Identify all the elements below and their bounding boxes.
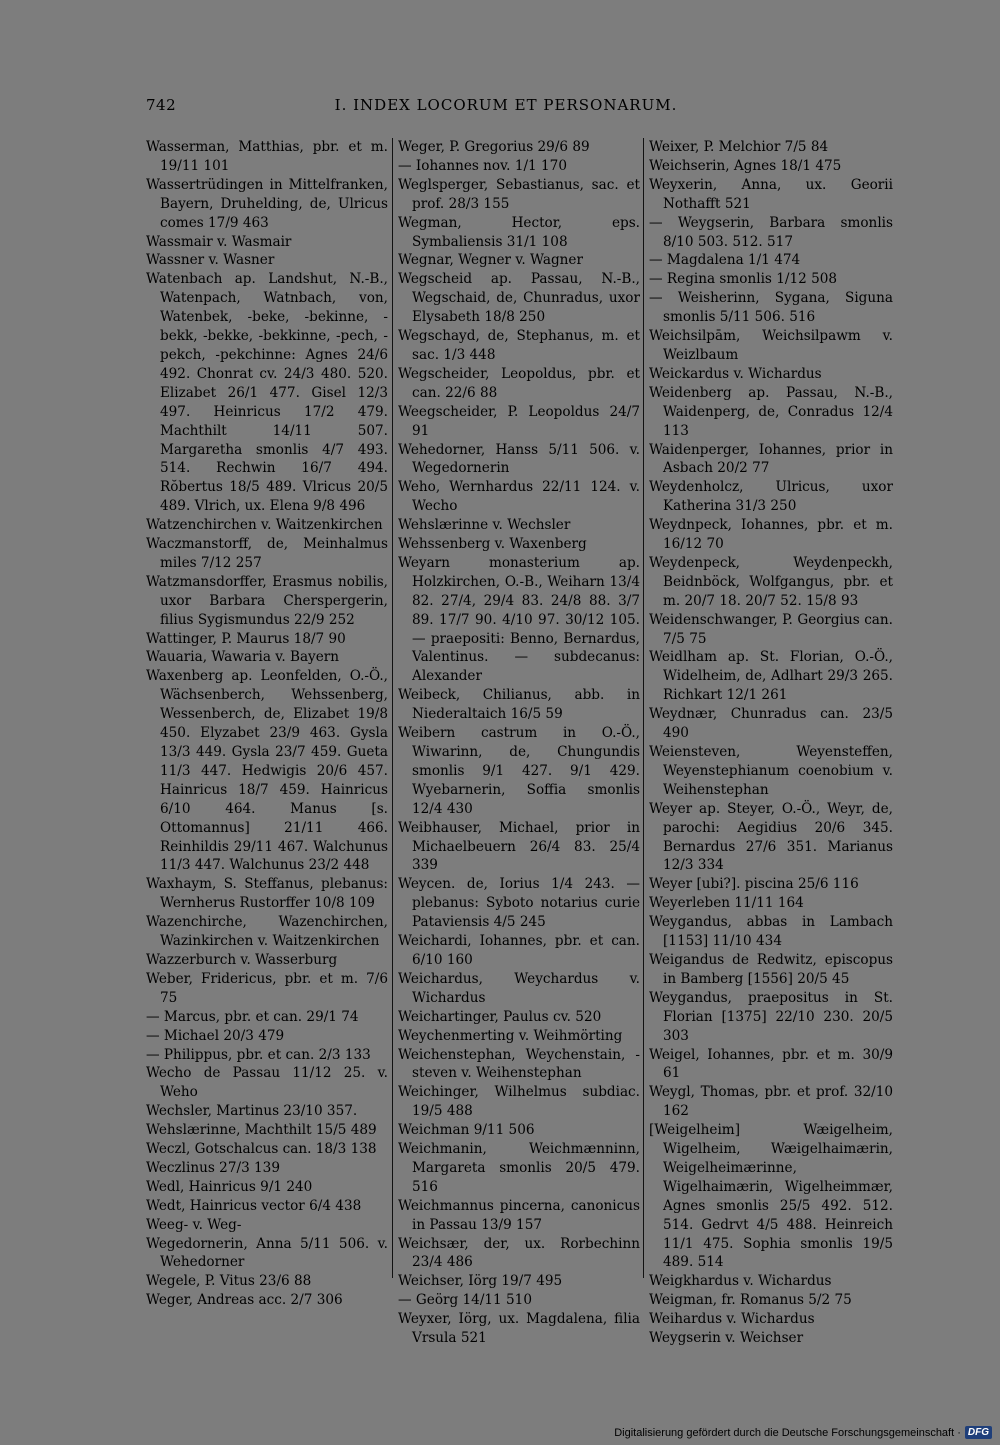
index-entry: — Weygserin, Barbara smonlis 8/10 503. 512. 517 (649, 214, 893, 250)
index-entry: Wegscheid ap. Passau, N.-B., Wegschaid, de, Chunradus, uxor Elysabeth 18/8 250 (398, 271, 640, 326)
index-entry: Weibeck, Chilianus, abb. in Niederaltaich 16/5 59 (398, 687, 640, 723)
index-entry: Waxhaym, S. Steffanus, plebanus: Wernherus Rustorffer 10/8 109 (146, 876, 388, 912)
index-entry: Weidenschwanger, P. Georgius can. 7/5 75 (649, 611, 893, 647)
index-entry: Weiensteven, Weyensteffen, Weyenstephianum coenobium v. Weihenstephan (649, 744, 893, 798)
index-entry: — Marcus, pbr. et can. 29/1 74 (146, 1008, 359, 1025)
index-entry: Weichardi, Iohannes, pbr. et can. 6/10 160 (398, 933, 640, 968)
index-entry: Wassner v. Wasner (146, 252, 275, 269)
index-entry: Weyxerin, Anna, ux. Georii Nothafft 521 (649, 176, 893, 212)
index-column-middle (398, 138, 640, 1348)
index-entry: Watenbach ap. Landshut, N.-B., Watenpach, Watnbach, von, Watenbek, -beke, -bekinne, -bekk, -bekke, -bekkinne, -pech, -pekch, -pekchinne: Agnes 24/6 492. Chonrat cv. 24/3 480. 520. Elizabet 26/1 477. Gisel 12/3 497. Heinricus 17/2 479. Machthilt 14/11 507. Margaretha smonlis 4/7 493. 514. Rechwin 16/7 494. Rŏbertus 18/5 489. Vlricus 20/5 489. Vlrich, ux. Elena 9/8 496 (146, 271, 388, 515)
footer-credit (614, 1426, 992, 1439)
index-entry: Wattinger, P. Maurus 18/7 90 (146, 630, 346, 647)
index-entry: Weichser, Iörg 19/7 495 (398, 1273, 563, 1290)
index-entry: Wehslærinne v. Wechsler (398, 517, 571, 534)
index-entry: Weigel, Iohannes, pbr. et m. 30/9 61 (649, 1046, 893, 1082)
index-entry: Weydenholcz, Ulricus, uxor Katherina 31/3 250 (649, 479, 893, 515)
index-entry: Weichman 9/11 506 (398, 1122, 535, 1139)
index-entry: Weyer ap. Steyer, O.-Ö., Weyr, de, parochi: Aegidius 20/6 345. Bernardus 27/6 351. Marianus 12/3 334 (649, 800, 893, 874)
index-entry: — Philippus, pbr. et can. 2/3 133 (146, 1046, 371, 1063)
index-entry: Wegman, Hector, eps. Symbaliensis 31/1 108 (398, 214, 640, 250)
index-entry: Watzmansdorffer, Erasmus nobilis, uxor Barbara Cherspergerin, filius Sygismundus 22/9 252 (146, 573, 388, 628)
index-entry: Weichinger, Wilhelmus subdiac. 19/5 488 (398, 1084, 640, 1120)
index-entry: Waxenberg ap. Leonfelden, O.-Ö., Wächsenberch, Wehssenberg, Wessenberch, de, Elizabet 19/8 450. Elyzabet 23/9 463. Gysla 13/3 449. Gysla 23/7 459. Gueta 11/3 447. Hedwigis 20/6 457. Hainricus 18/7 459. Hainricus 6/10 464. Manus [s. Ottomannus] 21/11 466. Reinhildis 29/11 467. Walchunus 11/3 447. Walchunus 23/2 448 (146, 668, 388, 874)
index-column-left (146, 138, 388, 1310)
index-entry: Weidenberg ap. Passau, N.-B., Waidenperg, de, Conradus 12/4 113 (649, 384, 893, 439)
index-entry: Weigandus de Redwitz, episcopus in Bamberg [1556] 20/5 45 (649, 951, 893, 987)
index-entry: Weigman, fr. Romanus 5/2 75 (649, 1292, 852, 1309)
index-entry: [Weigelheim] Wæigelheim, Wigelheim, Wæigelhaimærin, Weigelheimærinne, Wigelhaimærin, Wigelheimmær, Agnes smonlis 25/5 492. 512. 514. Gedrvt 4/5 488. Heinreich 11/1 475. Sophia smonlis 19/5 489. 514 (649, 1122, 893, 1271)
index-entry: Wegschayd, de, Stephanus, m. et sac. 1/3 448 (398, 328, 640, 363)
index-entry: Weger, Andreas acc. 2/7 306 (146, 1292, 343, 1309)
index-entry: Wechsler, Martinus 23/10 357. (146, 1103, 358, 1120)
index-entry: Weychenmerting v. Weihmörting (398, 1027, 623, 1044)
index-entry: Wecho de Passau 11/12 25. v. Weho (146, 1065, 388, 1101)
index-entry: Weichardus, Weychardus v. Wichardus (398, 970, 640, 1006)
index-entry: Weickardus v. Wichardus (649, 365, 822, 382)
column-divider (392, 138, 393, 1278)
index-entry: Wegele, P. Vitus 23/6 88 (146, 1273, 312, 1290)
index-entry: Weglsperger, Sebastianus, sac. et prof. 28/3 155 (398, 176, 640, 212)
index-entry: Wegnar, Wegner v. Wagner (398, 252, 583, 269)
index-entry: Wehedorner, Hanss 5/11 506. v. Wegedornerin (398, 441, 640, 477)
index-entry: Weber, Fridericus, pbr. et m. 7/6 75 (146, 970, 388, 1006)
index-entry: Weihardus v. Wichardus (649, 1311, 815, 1328)
index-entry: Weichmanin, Weichmænninn, Margareta smonlis 20/5 479. 516 (398, 1141, 640, 1195)
index-entry: Weichenstephan, Weychenstain, -steven v. Weihenstephan (398, 1046, 640, 1082)
index-entry: Weygl, Thomas, pbr. et prof. 32/10 162 (649, 1084, 893, 1120)
index-entry: Weczlinus 27/3 139 (146, 1159, 280, 1176)
index-entry: Wedl, Hainricus 9/1 240 (146, 1178, 313, 1195)
index-entry: Wasserman, Matthias, pbr. et m. 19/11 101 (146, 139, 388, 174)
index-entry: Weichartinger, Paulus cv. 520 (398, 1008, 602, 1025)
index-entry: Weczl, Gotschalcus can. 18/3 138 (146, 1141, 377, 1158)
index-entry: Wazzerburch v. Wasserburg (146, 951, 338, 968)
index-entry: Wassmair v. Wasmair (146, 233, 292, 250)
index-entry: — Iohannes nov. 1/1 170 (398, 157, 567, 174)
index-entry: Weyarn monasterium ap. Holzkirchen, O.-B., Weiharn 13/4 82. 27/4, 29/4 83. 24/8 88. 3/7 89. 17/7 90. 4/10 97. 30/12 105. — praepositi: Benno, Bernardus, Valentinus. — subdecanus: Alexander (398, 554, 640, 685)
index-entry: Waidenperger, Iohannes, prior in Asbach 20/2 77 (649, 441, 893, 477)
index-entry: Weigkhardus v. Wichardus (649, 1273, 832, 1290)
index-entry: Weyerleben 11/11 164 (649, 895, 804, 912)
index-entry: Weyer [ubi?]. piscina 25/6 116 (649, 876, 859, 893)
index-entry: Weger, P. Gregorius 29/6 89 (398, 139, 590, 155)
index-entry: Watzenchirchen v. Waitzenkirchen (146, 517, 383, 534)
index-entry: Wazenchirche, Wazenchirchen, Wazinkirchen v. Waitzenkirchen (146, 914, 388, 950)
index-entry: Weegscheider, P. Leopoldus 24/7 91 (398, 403, 640, 439)
index-entry: — Michael 20/3 479 (146, 1027, 285, 1044)
index-entry: Wassertrüdingen in Mittelfranken, Bayern, Druhelding, de, Ulricus comes 17/9 463 (146, 176, 388, 231)
index-entry: Weygandus, abbas in Lambach [1153] 11/10 434 (649, 914, 893, 950)
index-entry: Weichmannus pincerna, canonicus in Passau 13/9 157 (398, 1197, 640, 1233)
index-entry: Weichsilpām, Weichsilpawm v. Weizlbaum (649, 328, 893, 363)
index-entry: — Regina smonlis 1/12 508 (649, 271, 838, 288)
index-entry: Weidlham ap. St. Florian, O.-Ö., Widelheim, de, Adlhart 29/3 265. Richkart 12/1 261 (649, 649, 893, 704)
index-entry: Weichsær, der, ux. Rorbechinn 23/4 486 (398, 1235, 640, 1271)
page-number: 742 (146, 96, 177, 114)
index-entry: Weixer, P. Melchior 7/5 84 (649, 139, 829, 155)
index-entry: Weycen. de, Iorius 1/4 243. — plebanus: Syboto notarius curie Pataviensis 4/5 245 (398, 876, 640, 931)
page-header (146, 96, 866, 120)
dfg-logo: DFG (965, 1426, 992, 1439)
index-entry: Weydnpeck, Iohannes, pbr. et m. 16/12 70 (649, 517, 893, 553)
index-entry: Weygserin v. Weichser (649, 1330, 804, 1347)
footer-text: Digitalisierung gefördert durch die Deutsche Forschungsgemeinschaft · (614, 1426, 961, 1439)
index-entry: Weichserin, Agnes 18/1 475 (649, 157, 842, 174)
index-entry: Wedt, Hainricus vector 6/4 438 (146, 1197, 362, 1214)
index-entry: Waczmanstorff, de, Meinhalmus miles 7/12 257 (146, 536, 388, 571)
index-column-right (649, 138, 893, 1348)
page-title: I. INDEX LOCORUM ET PERSONARUM. (334, 96, 678, 114)
index-entry: Weho, Wernhardus 22/11 124. v. Wecho (398, 479, 640, 515)
index-entry: — Geörg 14/11 510 (398, 1292, 532, 1309)
index-entry: Weydnær, Chunradus can. 23/5 490 (649, 706, 893, 742)
index-entry: Weibern castrum in O.-Ö., Wiwarinn, de, Chungundis smonlis 9/1 427. 9/1 429. Wyebarnerin, Soffia smonlis 12/4 430 (398, 725, 640, 817)
index-entry: Wehssenberg v. Waxenberg (398, 536, 587, 553)
index-entry: Wehslærinne, Machthilt 15/5 489 (146, 1122, 377, 1139)
index-entry: — Magdalena 1/1 474 (649, 252, 801, 269)
index-entry: Weydenpeck, Weydenpeckh, Beidnböck, Wolfgangus, pbr. et m. 20/7 18. 20/7 52. 15/8 93 (649, 554, 893, 609)
index-entry: — Weisherinn, Sygana, Siguna smonlis 5/11 506. 516 (649, 290, 893, 326)
column-divider (643, 138, 644, 1278)
index-entry: Wegscheider, Leopoldus, pbr. et can. 22/6 88 (398, 365, 640, 401)
index-entry: Weygandus, praepositus in St. Florian [1375] 22/10 230. 20/5 303 (649, 989, 893, 1044)
index-entry: Weyxer, Iörg, ux. Magdalena, filia Vrsula 521 (398, 1311, 640, 1347)
index-entry: Wauaria, Wawaria v. Bayern (146, 649, 340, 666)
index-entry: Wegedornerin, Anna 5/11 506. v. Wehedorner (146, 1235, 388, 1271)
index-entry: Weibhauser, Michael, prior in Michaelbeuern 26/4 83. 25/4 339 (398, 819, 640, 874)
index-entry: Weeg- v. Weg- (146, 1216, 242, 1233)
